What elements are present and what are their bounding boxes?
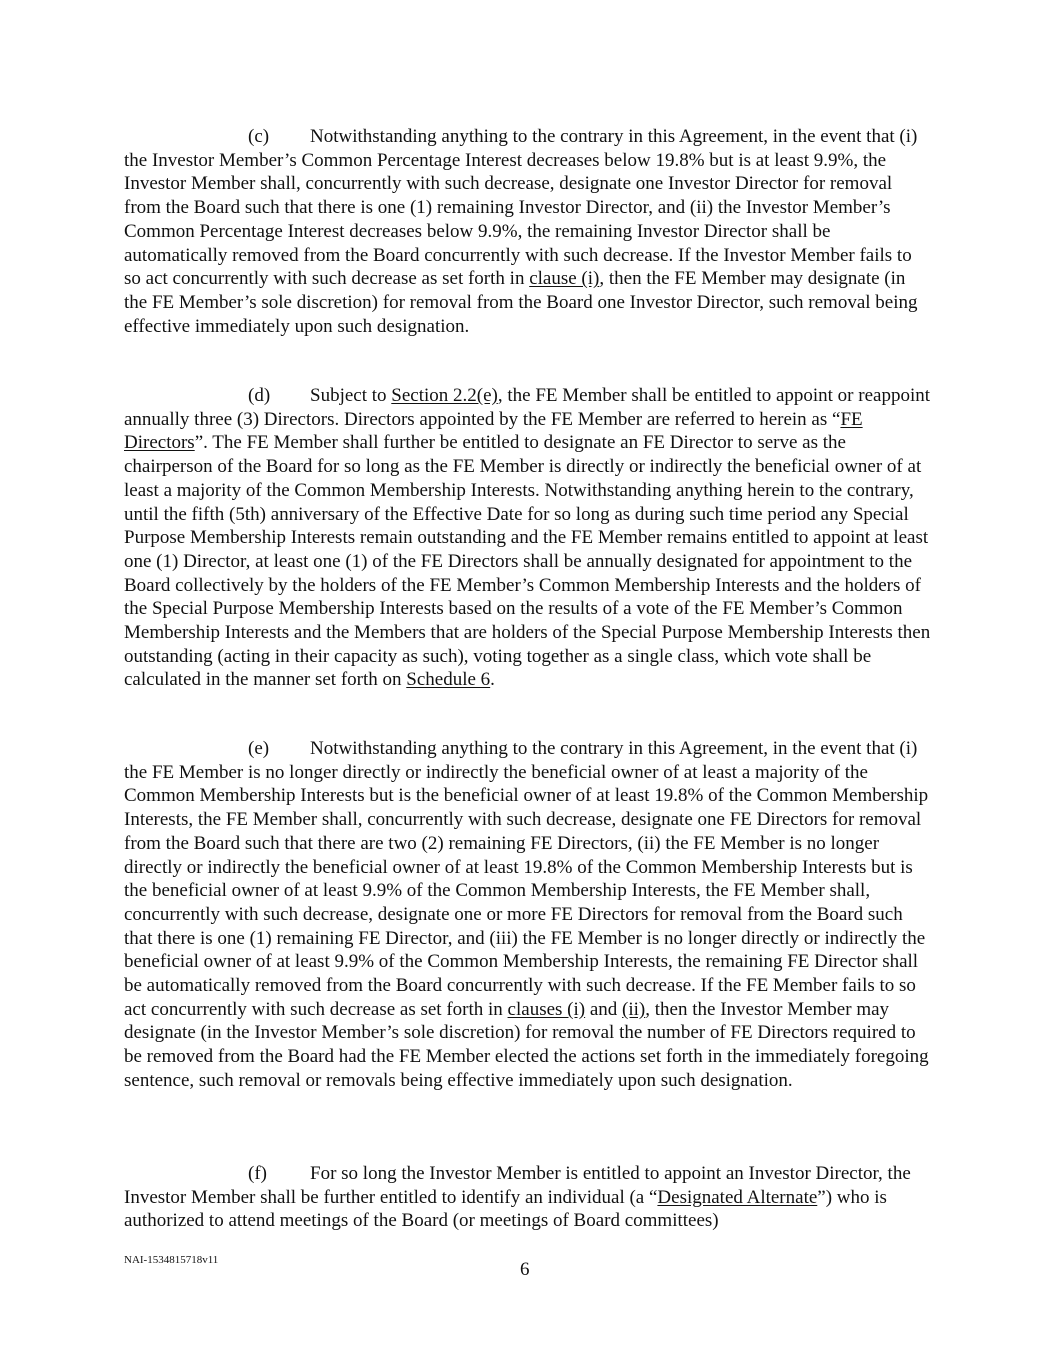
- paragraph-label: (f): [248, 1163, 267, 1184]
- paragraph-label: (d): [248, 385, 271, 406]
- section-reference: Section 2.2(e): [391, 385, 498, 406]
- document-id: NAI-1534815718v11: [124, 1254, 219, 1266]
- defined-term: FE Directors: [124, 408, 863, 454]
- defined-term: Designated Alternate: [657, 1186, 818, 1208]
- paragraph-label: (e): [248, 738, 270, 759]
- clause-reference: clauses (i): [507, 998, 586, 1020]
- page-number: 6: [520, 1259, 530, 1280]
- paragraph-label: (c): [248, 126, 270, 147]
- paragraph-c: (c) Notwithstanding anything to the contrary in this Agreement, in the event that (i) the Investor Member’s Common Percentage Interest decreases below 19.8% but is at least 9.9%, the Investor Member shall, concurrently with such decrease, designate one Investor Director for removal from the Board such that there is one (1) remaining Investor Director, and (ii) the Investor Member’s Common Percentage Interest decreases below 9.9%, the remaining Investor Director shall be automatically removed from the Board concurrently with such decrease. If the Investor Member fails to so act concurrently with such decrease as set forth in clause (i), then the FE Member may designate (in the FE Member’s sole discretion) for removal from the Board one Investor Director, such removal being effective immediately upon such designation.: [124, 126, 918, 337]
- paragraph-d: (d) Subject to Section 2.2(e), the FE Member shall be entitled to appoint or reappoint annually three (3) Directors. Directors appointed by the FE Member are referred to herein as “FE Directors”. The FE Member shall further be entitled to designate an FE Director to serve as the chairperson of the Board for so long as the FE Member is directly or indirectly the beneficial owner of at least a majority of the Common Membership Interests. Notwithstanding anything herein to the contrary, until the fifth (5th) anniversary of the Effective Date for so long as during such time period any Special Purpose Membership Interests remain outstanding and the FE Member remains entitled to appoint at least one (1) Director, at least one (1) of the FE Directors shall be annually designated for appointment to the Board collectively by the holders of the FE Member’s Common Membership Interests and the holders of the Special Purpose Membership Interests based on the results of a vote of the FE Member’s Common Membership Interests and the Members that are holders of the Special Purpose Membership Interests then outstanding (acting in their capacity as such), voting together as a single class, which vote shall be calculated in the manner set forth on Schedule 6.: [124, 385, 931, 691]
- schedule-reference: Schedule 6: [406, 669, 491, 691]
- paragraph-f: (f) For so long the Investor Member is entitled to appoint an Investor Director, the Investor Member shall be further entitled to identify an individual (a “Designated Alternate”) who is authorized to attend meetings of the Board (or meetings of Board committees): [124, 1163, 911, 1232]
- clause-reference: (ii): [622, 998, 646, 1020]
- paragraph-e: (e) Notwithstanding anything to the contrary in this Agreement, in the event that (i) the FE Member is no longer directly or indirectly the beneficial owner of at least a majority of the Common Membership Interests but is the beneficial owner of at least 19.8% of the Common Membership Interests, the FE Member shall, concurrently with such decrease, designate one FE Directors for removal from the Board such that there are two (2) remaining FE Directors, (ii) the FE Member is no longer directly or indirectly the beneficial owner of at least 19.8% of the Common Membership Interests but is the beneficial owner of at least 9.9% of the Common Membership Interests, the FE Member shall, concurrently with such decrease, designate one or more FE Directors for removal from the Board such that there is one (1) remaining FE Director, and (iii) the FE Member is no longer directly or indirectly the beneficial owner of at least 9.9% of the Common Membership Interests, the remaining FE Director shall be automatically removed from the Board concurrently with such decrease. If the FE Member fails to so act concurrently with such decrease as set forth in clauses (i) and (ii), then the Investor Member may designate (in the Investor Member’s sole discretion) for removal the number of FE Directors required to be removed from the Board had the FE Member elected the actions set forth in the immediately foregoing sentence, such removal or removals being effective immediately upon such designation.: [124, 738, 929, 1091]
- clause-reference: clause (i): [529, 268, 600, 290]
